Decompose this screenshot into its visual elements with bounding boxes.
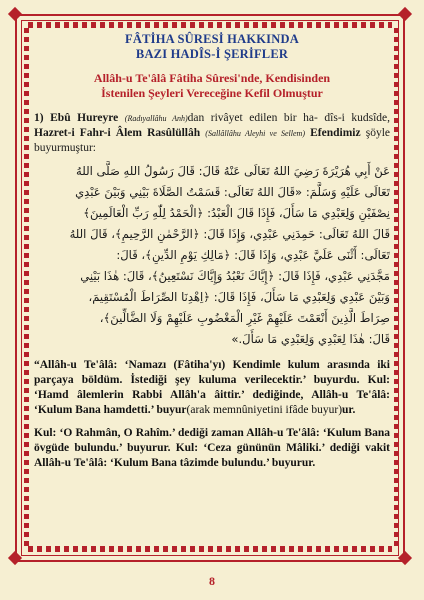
prophet-title: Hazret-i Fahr-i Âlem Rasûlüllâh — [34, 127, 201, 139]
narrator-name: Ebû Hureyre — [50, 112, 119, 124]
section-subtitle — [34, 71, 390, 101]
efendimiz: Efendimiz — [310, 127, 361, 139]
prophet-salutation: (Sallâllâhu Aleyhi ve Sellem) — [205, 129, 305, 138]
hadith-number: 1) — [34, 112, 44, 124]
translation-text-end: ur. — [342, 404, 356, 416]
arabic-line: عَنْ أَبِي هُرَيْرَةَ رَضِيَ اللهُ تَعَالَى عَنْهُ قَالَ: قَالَ رَسُولُ اللهِ صَلَّى اللهُ — [76, 164, 390, 178]
border-ornament-bottom — [28, 546, 392, 552]
arabic-line: تَعَالَى: أَثْنَى عَلَيَّ عَبْدِي، وَإِذَا قَالَ: ﴿مَالِكِ يَوْمِ الدِّينِ﴾، قَالَ: — [116, 248, 390, 262]
translation-note: (arak memnûniyetini ifâde buyur) — [186, 404, 343, 416]
arabic-line: صِرَاطَ الَّذِينَ أَنْعَمْتَ عَلَيْهِمْ غَيْرِ الْمَغْضُوبِ عَلَيْهِمْ وَلَا الضَّالِّينَ﴾، — [99, 311, 390, 325]
subtitle-line-1: Allâh-u Te'âlâ Fâtiha Sûresi'nde, Kendisinden — [93, 71, 331, 85]
arabic-hadith-text — [34, 161, 390, 350]
arabic-line: نِصْفَيْنِ وَلِعَبْدِي مَا سَأَلَ، فَإِذَا قَالَ الْعَبْدُ: ﴿الْحَمْدُ لِلّٰهِ رَبِّ الْعَالَمِينَ﴾ — [83, 206, 390, 220]
section-title — [34, 32, 390, 62]
title-line-1: FÂTİHA SÛRESİ HAKKINDA — [125, 32, 299, 46]
border-ornament-top — [28, 22, 392, 28]
arabic-line: تَعَالَى عَلَيْهِ وَسَلَّمَ: «قَالَ اللهُ تَعَالَى: قَسَمْتُ الصَّلَاةَ بَيْنِي وَبَيْنَ عَبْدِي — [75, 185, 390, 199]
narrator-honorific: (Radıyallâhu Anh) — [124, 114, 188, 123]
arabic-line: مَجَّدَنِي عَبْدِي، فَإِذَا قَالَ: ﴿إِيَّاكَ نَعْبُدُ وَإِيَّاكَ نَسْتَعِينُ﴾، قَالَ: هٰذَا بَيْنِي — [80, 269, 390, 283]
intro-text-2: dîs-i kudsîde, — [324, 112, 391, 124]
intro-paragraph — [34, 111, 390, 155]
translation-paragraph-1 — [34, 358, 390, 418]
arabic-line: قَالَ: هٰذَا لِعَبْدِي وَلِعَبْدِي مَا سَأَلَ.» — [231, 332, 390, 346]
intro-text-1: dan rivâyet edilen bir ha- — [187, 112, 318, 124]
arabic-line: وَبَيْنَ عَبْدِي وَلِعَبْدِي مَا سَأَلَ، فَإِذَا قَالَ: ﴿اِهْدِنَا الصِّرَاطَ الْمُسْتَقِيمَ، — [88, 290, 390, 304]
translation-text: “Allâh-u Te'âlâ: ‘Namazı (Fâtiha'yı) Kendimle kulum arasında iki parçaya böldüm. İstediği şey kuluma verilecektir.’ buyurdu. Kul: ‘Hamd âlemlerin Rabbi Allâh'a âittir.’ dediğinde, Allâh-u Te'âlâ: ‘Kulum Bana hamdetti.’ buyur — [34, 359, 390, 416]
border-ornament-left — [24, 28, 29, 546]
intro-text-3: şöyle buyurmuştur: — [34, 127, 391, 154]
subtitle-line-2: İstenilen Şeyleri Vereceğine Kefil Olmuştur — [101, 86, 323, 100]
translation-paragraph-2: Kul: ‘O Rahmân, O Rahîm.’ dediği zaman Allâh-u Te'âlâ: ‘Kulum Bana övgüde bulundu.’ buyurur. Kul: ‘Ceza gününün Mâliki.’ dediği vakit Allâh-u Te'âlâ: ‘Kulum Bana tâzimde bulundu.’ buyurur. — [34, 427, 390, 469]
page-content — [34, 32, 390, 471]
border-ornament-right — [394, 28, 399, 546]
title-line-2: BAZI HADÎS-İ ŞERİFLER — [135, 47, 289, 61]
page-number: 8 — [209, 574, 215, 588]
arabic-line: قَالَ اللهُ تَعَالَى: حَمِدَنِي عَبْدِي، وَإِذَا قَالَ: ﴿الرَّحْمٰنِ الرَّحِيمِ﴾، قَالَ اللهُ — [69, 227, 390, 241]
